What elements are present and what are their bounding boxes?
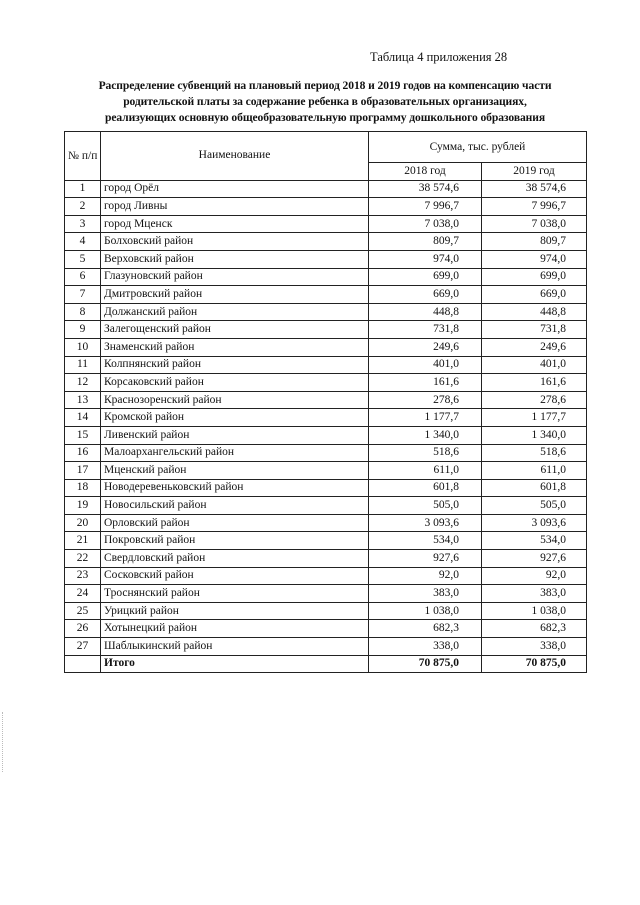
row-number: 5	[65, 250, 101, 268]
row-value-2019: 383,0	[482, 585, 587, 603]
row-name: Глазуновский район	[101, 268, 369, 286]
row-name: Кромской район	[101, 409, 369, 427]
header-number: № п/п	[65, 132, 101, 181]
table-row	[65, 180, 587, 198]
table-row	[65, 198, 587, 216]
row-number: 25	[65, 602, 101, 620]
row-value-2018: 974,0	[369, 250, 482, 268]
row-value-2019: 161,6	[482, 374, 587, 392]
table-row	[65, 567, 587, 585]
row-value-2019: 809,7	[482, 233, 587, 251]
row-name: Покровский район	[101, 532, 369, 550]
row-value-2018: 731,8	[369, 321, 482, 339]
row-name: Ливенский район	[101, 426, 369, 444]
row-name: Хотынецкий район	[101, 620, 369, 638]
row-name: Корсаковский район	[101, 374, 369, 392]
row-value-2019: 682,3	[482, 620, 587, 638]
row-number: 11	[65, 356, 101, 374]
row-number: 18	[65, 479, 101, 497]
row-number: 24	[65, 585, 101, 603]
header-2019: 2019 год	[482, 163, 587, 181]
row-value-2019: 7 038,0	[482, 215, 587, 233]
row-number: 15	[65, 426, 101, 444]
row-value-2018: 518,6	[369, 444, 482, 462]
row-number: 3	[65, 215, 101, 233]
row-value-2018: 927,6	[369, 550, 482, 568]
table-row	[65, 303, 587, 321]
total-2018: 70 875,0	[369, 655, 482, 673]
row-number: 7	[65, 286, 101, 304]
table-row	[65, 585, 587, 603]
row-value-2018: 682,3	[369, 620, 482, 638]
row-value-2019: 505,0	[482, 497, 587, 515]
row-value-2019: 1 177,7	[482, 409, 587, 427]
row-value-2019: 601,8	[482, 479, 587, 497]
row-value-2018: 92,0	[369, 567, 482, 585]
row-value-2018: 3 093,6	[369, 514, 482, 532]
row-value-2018: 383,0	[369, 585, 482, 603]
row-name: Орловский район	[101, 514, 369, 532]
row-value-2019: 669,0	[482, 286, 587, 304]
row-value-2018: 249,6	[369, 338, 482, 356]
row-value-2018: 401,0	[369, 356, 482, 374]
row-value-2019: 534,0	[482, 532, 587, 550]
row-name: Свердловский район	[101, 550, 369, 568]
total-label: Итого	[101, 655, 369, 673]
row-value-2019: 611,0	[482, 462, 587, 480]
row-value-2019: 249,6	[482, 338, 587, 356]
row-name: Новодеревеньковский район	[101, 479, 369, 497]
row-value-2018: 448,8	[369, 303, 482, 321]
table-row	[65, 286, 587, 304]
table-row	[65, 479, 587, 497]
table-row	[65, 426, 587, 444]
row-value-2019: 3 093,6	[482, 514, 587, 532]
title-line: реализующих основную общеобразовательную программу дошкольного образования	[104, 111, 546, 124]
row-number: 19	[65, 497, 101, 515]
table-row	[65, 321, 587, 339]
row-value-2018: 611,0	[369, 462, 482, 480]
title-line: Распределение субвенций на плановый период 2018 и 2019 годов на компенсацию части	[98, 79, 552, 92]
row-number: 9	[65, 321, 101, 339]
row-number: 27	[65, 638, 101, 656]
document-title	[60, 78, 590, 126]
row-name: Верховский район	[101, 250, 369, 268]
row-name: Краснозоренский район	[101, 391, 369, 409]
row-name: Малоархангельский район	[101, 444, 369, 462]
row-value-2019: 731,8	[482, 321, 587, 339]
row-number: 16	[65, 444, 101, 462]
row-name: Сосковский район	[101, 567, 369, 585]
table-row	[65, 338, 587, 356]
appendix-label: Таблица 4 приложения 28	[370, 50, 508, 64]
row-name: Троснянский район	[101, 585, 369, 603]
row-name: Должанский район	[101, 303, 369, 321]
row-value-2019: 518,6	[482, 444, 587, 462]
margin-dots	[2, 712, 5, 772]
row-name: город Мценск	[101, 215, 369, 233]
row-value-2019: 974,0	[482, 250, 587, 268]
table-row	[65, 532, 587, 550]
row-value-2019: 338,0	[482, 638, 587, 656]
row-number: 12	[65, 374, 101, 392]
row-value-2018: 38 574,6	[369, 180, 482, 198]
table-row	[65, 268, 587, 286]
row-value-2019: 927,6	[482, 550, 587, 568]
row-number: 23	[65, 567, 101, 585]
row-name: город Ливны	[101, 198, 369, 216]
row-number: 26	[65, 620, 101, 638]
row-value-2019: 401,0	[482, 356, 587, 374]
row-value-2018: 699,0	[369, 268, 482, 286]
row-number: 4	[65, 233, 101, 251]
row-value-2018: 7 996,7	[369, 198, 482, 216]
row-value-2019: 38 574,6	[482, 180, 587, 198]
row-name: Колпнянский район	[101, 356, 369, 374]
table-row	[65, 374, 587, 392]
row-number: 21	[65, 532, 101, 550]
header-name: Наименование	[101, 132, 369, 181]
row-number: 2	[65, 198, 101, 216]
row-number: 17	[65, 462, 101, 480]
row-name: Дмитровский район	[101, 286, 369, 304]
row-value-2018: 1 340,0	[369, 426, 482, 444]
table-row	[65, 602, 587, 620]
row-name: Новосильский район	[101, 497, 369, 515]
table-row	[65, 620, 587, 638]
row-name: Урицкий район	[101, 602, 369, 620]
row-value-2018: 505,0	[369, 497, 482, 515]
row-name: Болховский район	[101, 233, 369, 251]
row-value-2018: 278,6	[369, 391, 482, 409]
row-value-2019: 7 996,7	[482, 198, 587, 216]
title-line: родительской платы за содержание ребенка в образовательных организациях,	[123, 95, 527, 108]
row-number: 6	[65, 268, 101, 286]
row-name: Мценский район	[101, 462, 369, 480]
row-value-2018: 1 038,0	[369, 602, 482, 620]
row-number: 1	[65, 180, 101, 198]
row-value-2019: 1 340,0	[482, 426, 587, 444]
row-value-2018: 601,8	[369, 479, 482, 497]
row-number: 10	[65, 338, 101, 356]
row-value-2019: 448,8	[482, 303, 587, 321]
row-value-2019: 278,6	[482, 391, 587, 409]
table-row	[65, 215, 587, 233]
table-row	[65, 356, 587, 374]
header-sum: Сумма, тыс. рублей	[369, 132, 587, 163]
table-row	[65, 233, 587, 251]
row-number: 22	[65, 550, 101, 568]
subvention-table	[64, 131, 587, 673]
row-value-2019: 92,0	[482, 567, 587, 585]
row-number: 8	[65, 303, 101, 321]
row-value-2018: 7 038,0	[369, 215, 482, 233]
table-row	[65, 638, 587, 656]
row-value-2019: 1 038,0	[482, 602, 587, 620]
table-row	[65, 497, 587, 515]
row-value-2019: 699,0	[482, 268, 587, 286]
total-2019: 70 875,0	[482, 655, 587, 673]
table-row	[65, 550, 587, 568]
row-name: Знаменский район	[101, 338, 369, 356]
table-row	[65, 514, 587, 532]
row-value-2018: 534,0	[369, 532, 482, 550]
table-row	[65, 250, 587, 268]
row-value-2018: 161,6	[369, 374, 482, 392]
total-number-empty	[65, 655, 101, 673]
table-row	[65, 444, 587, 462]
row-name: Залегощенский район	[101, 321, 369, 339]
row-number: 13	[65, 391, 101, 409]
row-number: 20	[65, 514, 101, 532]
row-value-2018: 809,7	[369, 233, 482, 251]
header-2018: 2018 год	[369, 163, 482, 181]
row-value-2018: 669,0	[369, 286, 482, 304]
row-value-2018: 1 177,7	[369, 409, 482, 427]
row-value-2018: 338,0	[369, 638, 482, 656]
table-row	[65, 462, 587, 480]
row-name: город Орёл	[101, 180, 369, 198]
total-row	[65, 655, 587, 673]
table-row	[65, 409, 587, 427]
row-number: 14	[65, 409, 101, 427]
table-row	[65, 391, 587, 409]
row-name: Шаблыкинский район	[101, 638, 369, 656]
